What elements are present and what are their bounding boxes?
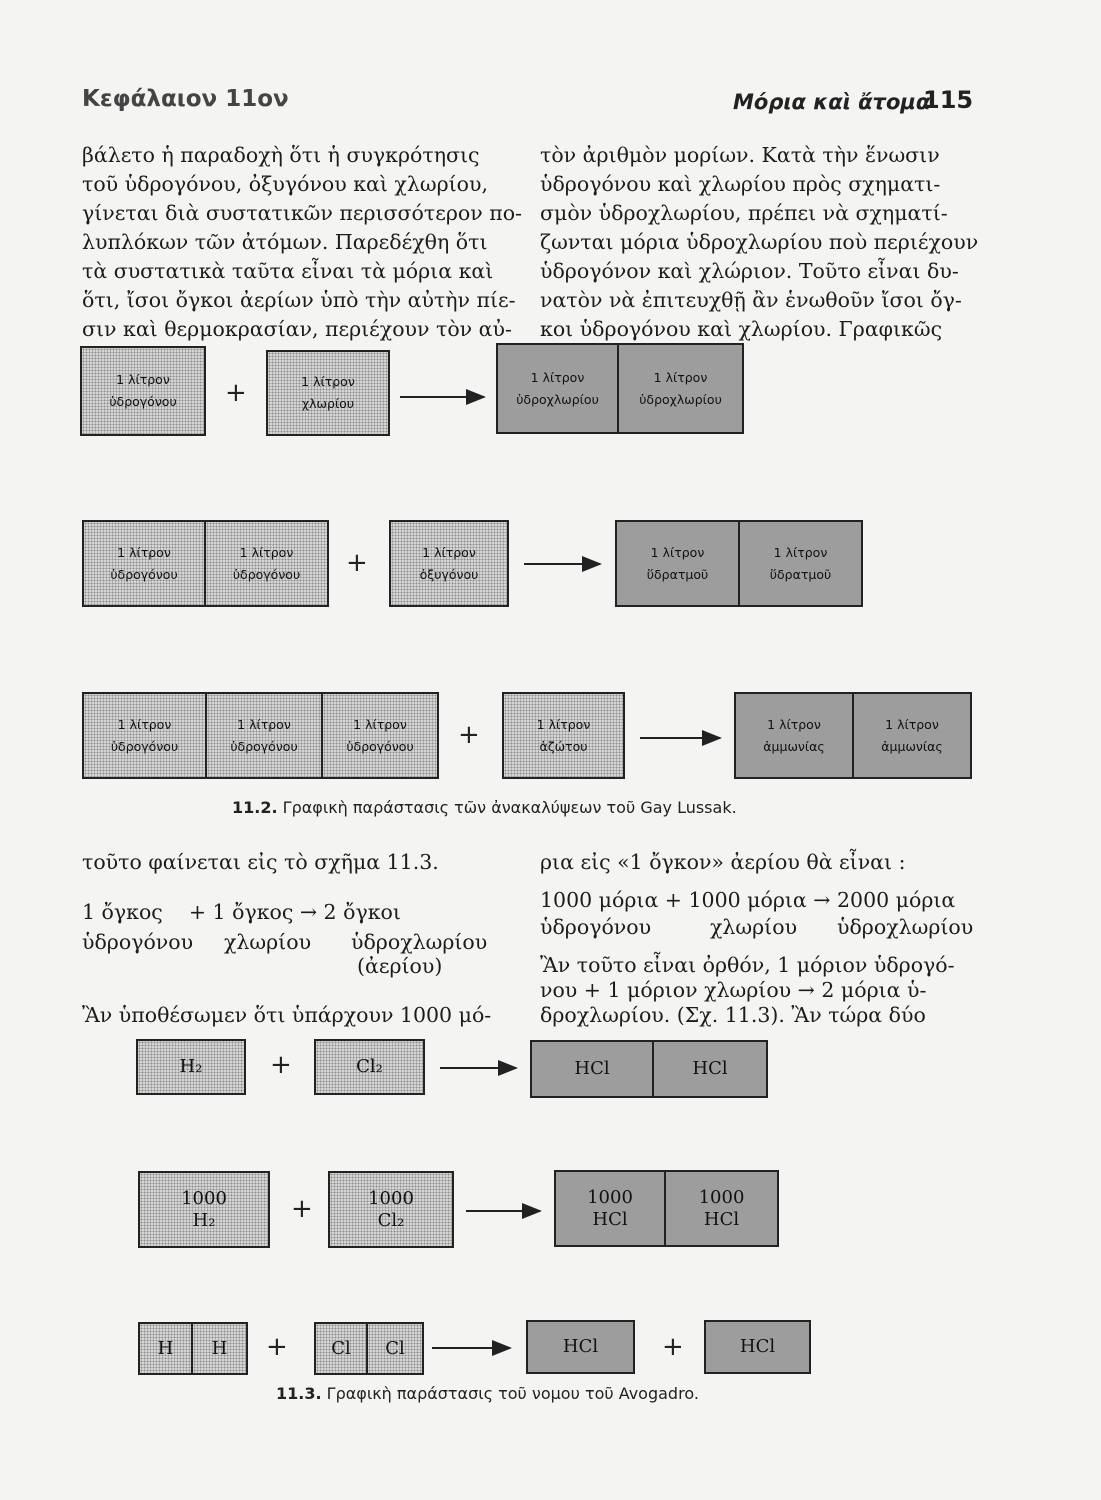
molecule-equation: 1000 μόρια + 1000 μόρια → 2000 μόρια	[540, 888, 956, 912]
oxygen-volume-box: 1 λίτρον ὀξυγόνου	[389, 520, 509, 607]
hcl-molecule-box: HCl	[704, 1320, 811, 1374]
equation-note: (ἀερίου)	[357, 954, 443, 978]
cl-atom-box: Cl	[366, 1322, 424, 1375]
text-line: Ἂν ὑποθέσωμεν ὅτι ὑπάρχουν 1000 μό-	[82, 1003, 492, 1027]
hydrogen-volume-box: 1 λίτρον ὑδρογόνου	[205, 692, 323, 779]
text-line: νατὸν νὰ ἐπιτευχθῇ ἂν ἑνωθοῦν ἴσοι ὄγ-	[540, 288, 962, 312]
text-line: τὰ συστατικὰ ταῦτα εἶναι τὰ μόρια καὶ	[82, 259, 494, 283]
hydrogen-volume-box: 1 λίτρον ὑδρογόνου	[204, 520, 329, 607]
text-line: ὅτι, ἴσοι ὄγκοι ἀερίων ὑπὸ τὴν αὐτὴν πίε-	[82, 288, 516, 312]
figure-caption: 11.3. Γραφικὴ παράστασις τοῦ νομου τοῦ Avogadro.	[276, 1384, 699, 1403]
page-title: Μόρια καὶ ἄτομα	[733, 90, 931, 114]
water-vapor-volume-box: 1 λίτρον ὕδρατμοῦ	[615, 520, 740, 607]
hydrogen-volume-box: 1 λίτρον ὑδρογόνου	[321, 692, 439, 779]
text-line: τὸν ἀριθμὸν μορίων. Κατὰ τὴν ἕνωσιν	[540, 143, 940, 167]
h2-molecule-box: H₂	[136, 1039, 246, 1095]
chlorine-volume-box: 1 λίτρον χλωρίου	[266, 350, 390, 436]
figure-caption: 11.2. Γραφικὴ παράστασις τῶν ἀνακαλύψεων τοῦ Gay Lussak.	[232, 798, 737, 817]
hcl-molecule-box: HCl	[530, 1040, 654, 1098]
cl-atom-box: Cl	[314, 1322, 368, 1375]
text-line: ὑδρογόνου καὶ χλωρίου πρὸς σχηματι-	[540, 172, 941, 196]
text-line: σμὸν ὑδροχλωρίου, πρέπει νὰ σχηματί-	[540, 201, 948, 225]
equation-label: χλωρίου	[710, 915, 798, 939]
cl2-molecule-box: Cl₂	[314, 1039, 425, 1095]
hydrogen-volume-box: 1 λίτρον ὑδρογόνου	[82, 520, 206, 607]
h2-1000-molecules-box: 1000 H₂	[138, 1171, 270, 1248]
plus-sign: +	[346, 548, 368, 578]
equation-label: ὑδροχλωρίου	[837, 915, 974, 939]
text-line: ζωνται μόρια ὑδροχλωρίου ποὺ περιέχουν	[540, 230, 979, 254]
text-line: τοῦτο φαίνεται εἰς τὸ σχῆμα 11.3.	[82, 850, 439, 874]
equation-label: χλωρίου	[224, 930, 312, 954]
page-number: 115	[923, 86, 974, 114]
text-line: νου + 1 μόριον χλωρίου → 2 μόρια ὑ-	[540, 978, 927, 1002]
hcl-volume-box: 1 λίτρον ὑδροχλωρίου	[617, 343, 744, 434]
text-line: ὑδρογόνον καὶ χλώριον. Τοῦτο εἶναι δυ-	[540, 259, 959, 283]
plus-sign: +	[662, 1332, 684, 1362]
hcl-1000-molecules-box: 1000 HCl	[664, 1170, 779, 1247]
hcl-volume-box: 1 λίτρον ὑδροχλωρίου	[496, 343, 619, 434]
h-atom-box: H	[138, 1322, 193, 1375]
hydrogen-volume-box: 1 λίτρον ὑδρογόνου	[80, 346, 206, 436]
cl2-1000-molecules-box: 1000 Cl₂	[328, 1171, 454, 1248]
nitrogen-volume-box: 1 λίτρον ἀζώτου	[502, 692, 625, 779]
text-line: κοι ὑδρογόνου καὶ χλωρίου. Γραφικῶς	[540, 317, 943, 341]
text-line: Ἂν τοῦτο εἶναι ὀρθόν, 1 μόριον ὑδρογό-	[540, 953, 955, 977]
plus-sign: +	[225, 378, 247, 408]
ammonia-volume-box: 1 λίτρον ἀμμωνίας	[734, 692, 854, 779]
ammonia-volume-box: 1 λίτρον ἀμμωνίας	[852, 692, 972, 779]
text-line: δροχλωρίου. (Σχ. 11.3). Ἂν τώρα δύο	[540, 1003, 926, 1027]
volume-equation: 1 ὄγκος + 1 ὄγκος → 2 ὄγκοι	[82, 900, 401, 924]
equation-label: ὑδρογόνου	[540, 915, 652, 939]
hcl-1000-molecules-box: 1000 HCl	[554, 1170, 666, 1247]
text-line: βάλετο ἡ παραδοχὴ ὅτι ἡ συγκρότησις	[82, 143, 480, 167]
hcl-molecule-box: HCl	[652, 1040, 768, 1098]
text-line: γίνεται διὰ συστατικῶν περισσότερον πο-	[82, 201, 522, 225]
hydrogen-volume-box: 1 λίτρον ὑδρογόνου	[82, 692, 207, 779]
plus-sign: +	[291, 1194, 313, 1224]
plus-sign: +	[458, 720, 480, 750]
text-line: λυπλόκων τῶν ἀτόμων. Παρεδέχθη ὅτι	[82, 230, 488, 254]
plus-sign: +	[266, 1332, 288, 1362]
chapter-header: Κεφάλαιον 11ον	[82, 86, 289, 112]
text-line: σιν καὶ θερμοκρασίαν, περιέχουν τὸν αὐ-	[82, 317, 512, 341]
hcl-molecule-box: HCl	[526, 1320, 635, 1374]
equation-label: ὑδροχλωρίου	[351, 930, 488, 954]
equation-label: ὑδρογόνου	[82, 930, 194, 954]
water-vapor-volume-box: 1 λίτρον ὕδρατμοῦ	[738, 520, 863, 607]
text-line: τοῦ ὑδρογόνου, ὀξυγόνου καὶ χλωρίου,	[82, 172, 488, 196]
plus-sign: +	[270, 1050, 292, 1080]
h-atom-box: H	[191, 1322, 248, 1375]
text-line: ρια εἰς «1 ὄγκον» ἀερίου θὰ εἶναι :	[540, 850, 906, 874]
